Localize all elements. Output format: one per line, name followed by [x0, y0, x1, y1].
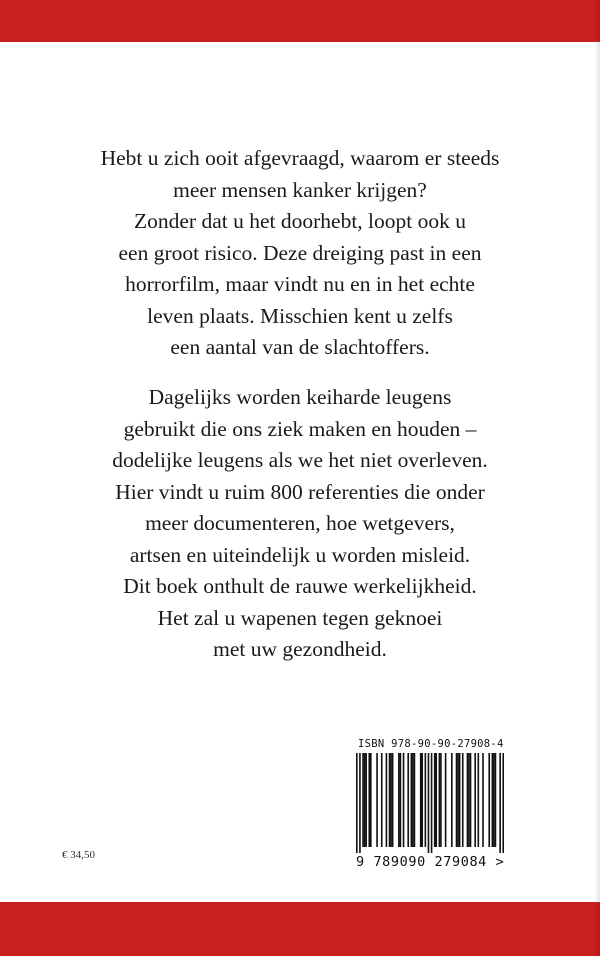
blurb-line: dodelijke leugens als we het niet overleven.: [112, 448, 488, 472]
barcode-bar: [376, 753, 378, 847]
barcode-bar: [381, 753, 383, 847]
page-edge-shadow: [594, 0, 600, 956]
barcode-bar: [459, 753, 461, 847]
barcode-bar: [470, 753, 472, 847]
barcode-bar: [468, 753, 470, 847]
barcode-bar: [400, 753, 402, 847]
blurb-line: Zonder dat u het doorhebt, loopt ook u: [134, 209, 466, 233]
barcode-bar: [359, 753, 361, 853]
barcode-bar: [451, 753, 453, 847]
barcode-bar: [389, 753, 391, 847]
blurb-line: een aantal van de slachtoffers.: [170, 335, 430, 359]
barcode-bar: [431, 753, 433, 853]
blurb-line: meer mensen kanker krijgen?: [173, 177, 427, 202]
blurb-line: horrorfilm, maar vindt nu en in het echte: [125, 272, 475, 296]
barcode-bar: [435, 753, 437, 847]
bottom-red-band: [0, 902, 600, 956]
barcode-bar: [370, 753, 372, 847]
barcode-bar: [493, 753, 495, 847]
barcode-bar: [499, 753, 501, 853]
barcode-bar: [414, 753, 416, 847]
barcode-bar: [356, 753, 358, 853]
barcode-bar: [368, 753, 370, 847]
blurb-line: Hebt u zich ooit afgevraagd, waarom er steeds: [100, 146, 500, 170]
blurb-line: Dit boek onthult de rauwe werkelijkheid.: [123, 574, 477, 598]
barcode-bar: [390, 753, 392, 847]
blurb-line: gebruikt die ons ziek maken en houden –: [123, 416, 477, 441]
barcode-bar: [434, 753, 436, 847]
blurb-line: Hier vindt u ruim 800 referenties die onder: [115, 479, 485, 504]
blurb-paragraph-1: [40, 143, 560, 364]
blurb-line: meer documenteren, hoe wetgevers,: [145, 511, 455, 535]
blurb-paragraph-2: [40, 382, 560, 666]
barcode-bar: [492, 753, 494, 847]
barcode-bar: [502, 753, 504, 853]
barcode-bar: [421, 753, 423, 847]
barcode-bar: [474, 753, 476, 847]
barcode-bar: [445, 753, 447, 847]
barcode-bar: [392, 753, 394, 847]
barcode-bar: [439, 753, 441, 847]
barcode-bar: [495, 753, 497, 847]
top-red-band: [0, 0, 600, 42]
barcode-bar: [456, 753, 458, 847]
blurb-line: met uw gezondheid.: [213, 637, 387, 661]
barcode-bar: [398, 753, 400, 847]
barcode-bar: [425, 753, 427, 847]
barcode-bar: [462, 753, 464, 847]
barcode-bar: [407, 753, 409, 847]
isbn-barcode-block: [356, 738, 508, 870]
barcode-bar: [411, 753, 413, 847]
ean-digits: 9 789090 279084 >: [356, 854, 505, 870]
blurb-line: artsen en uiteindelijk u worden misleid.: [129, 542, 471, 567]
barcode-bar: [428, 753, 430, 853]
blurb-line: Het zal u wapenen tegen geknoei: [157, 605, 443, 630]
barcode-bar: [365, 753, 367, 847]
barcode-image: [356, 753, 504, 853]
barcode-bar: [478, 753, 480, 847]
barcode-bar: [488, 753, 490, 847]
barcode-bar: [482, 753, 484, 847]
barcode-bar: [467, 753, 469, 847]
blurb-line: Dagelijks worden keiharde leugens: [148, 385, 452, 409]
barcode-bar: [386, 753, 388, 847]
barcode-bar: [364, 753, 366, 847]
isbn-label: ISBN 978-90-90-27908-4: [358, 738, 504, 750]
barcode-bar: [457, 753, 459, 847]
price-label: € 34,50: [62, 849, 95, 861]
blurb-line: leven plaats. Misschien kent u zelfs: [147, 303, 453, 328]
barcode-bar: [403, 753, 405, 847]
barcode-bar: [440, 753, 442, 847]
barcode-bar: [420, 753, 422, 847]
barcode-bar: [362, 753, 364, 847]
barcode-bar: [412, 753, 414, 847]
blurb-line: een groot risico. Deze dreiging past in een: [118, 240, 482, 265]
